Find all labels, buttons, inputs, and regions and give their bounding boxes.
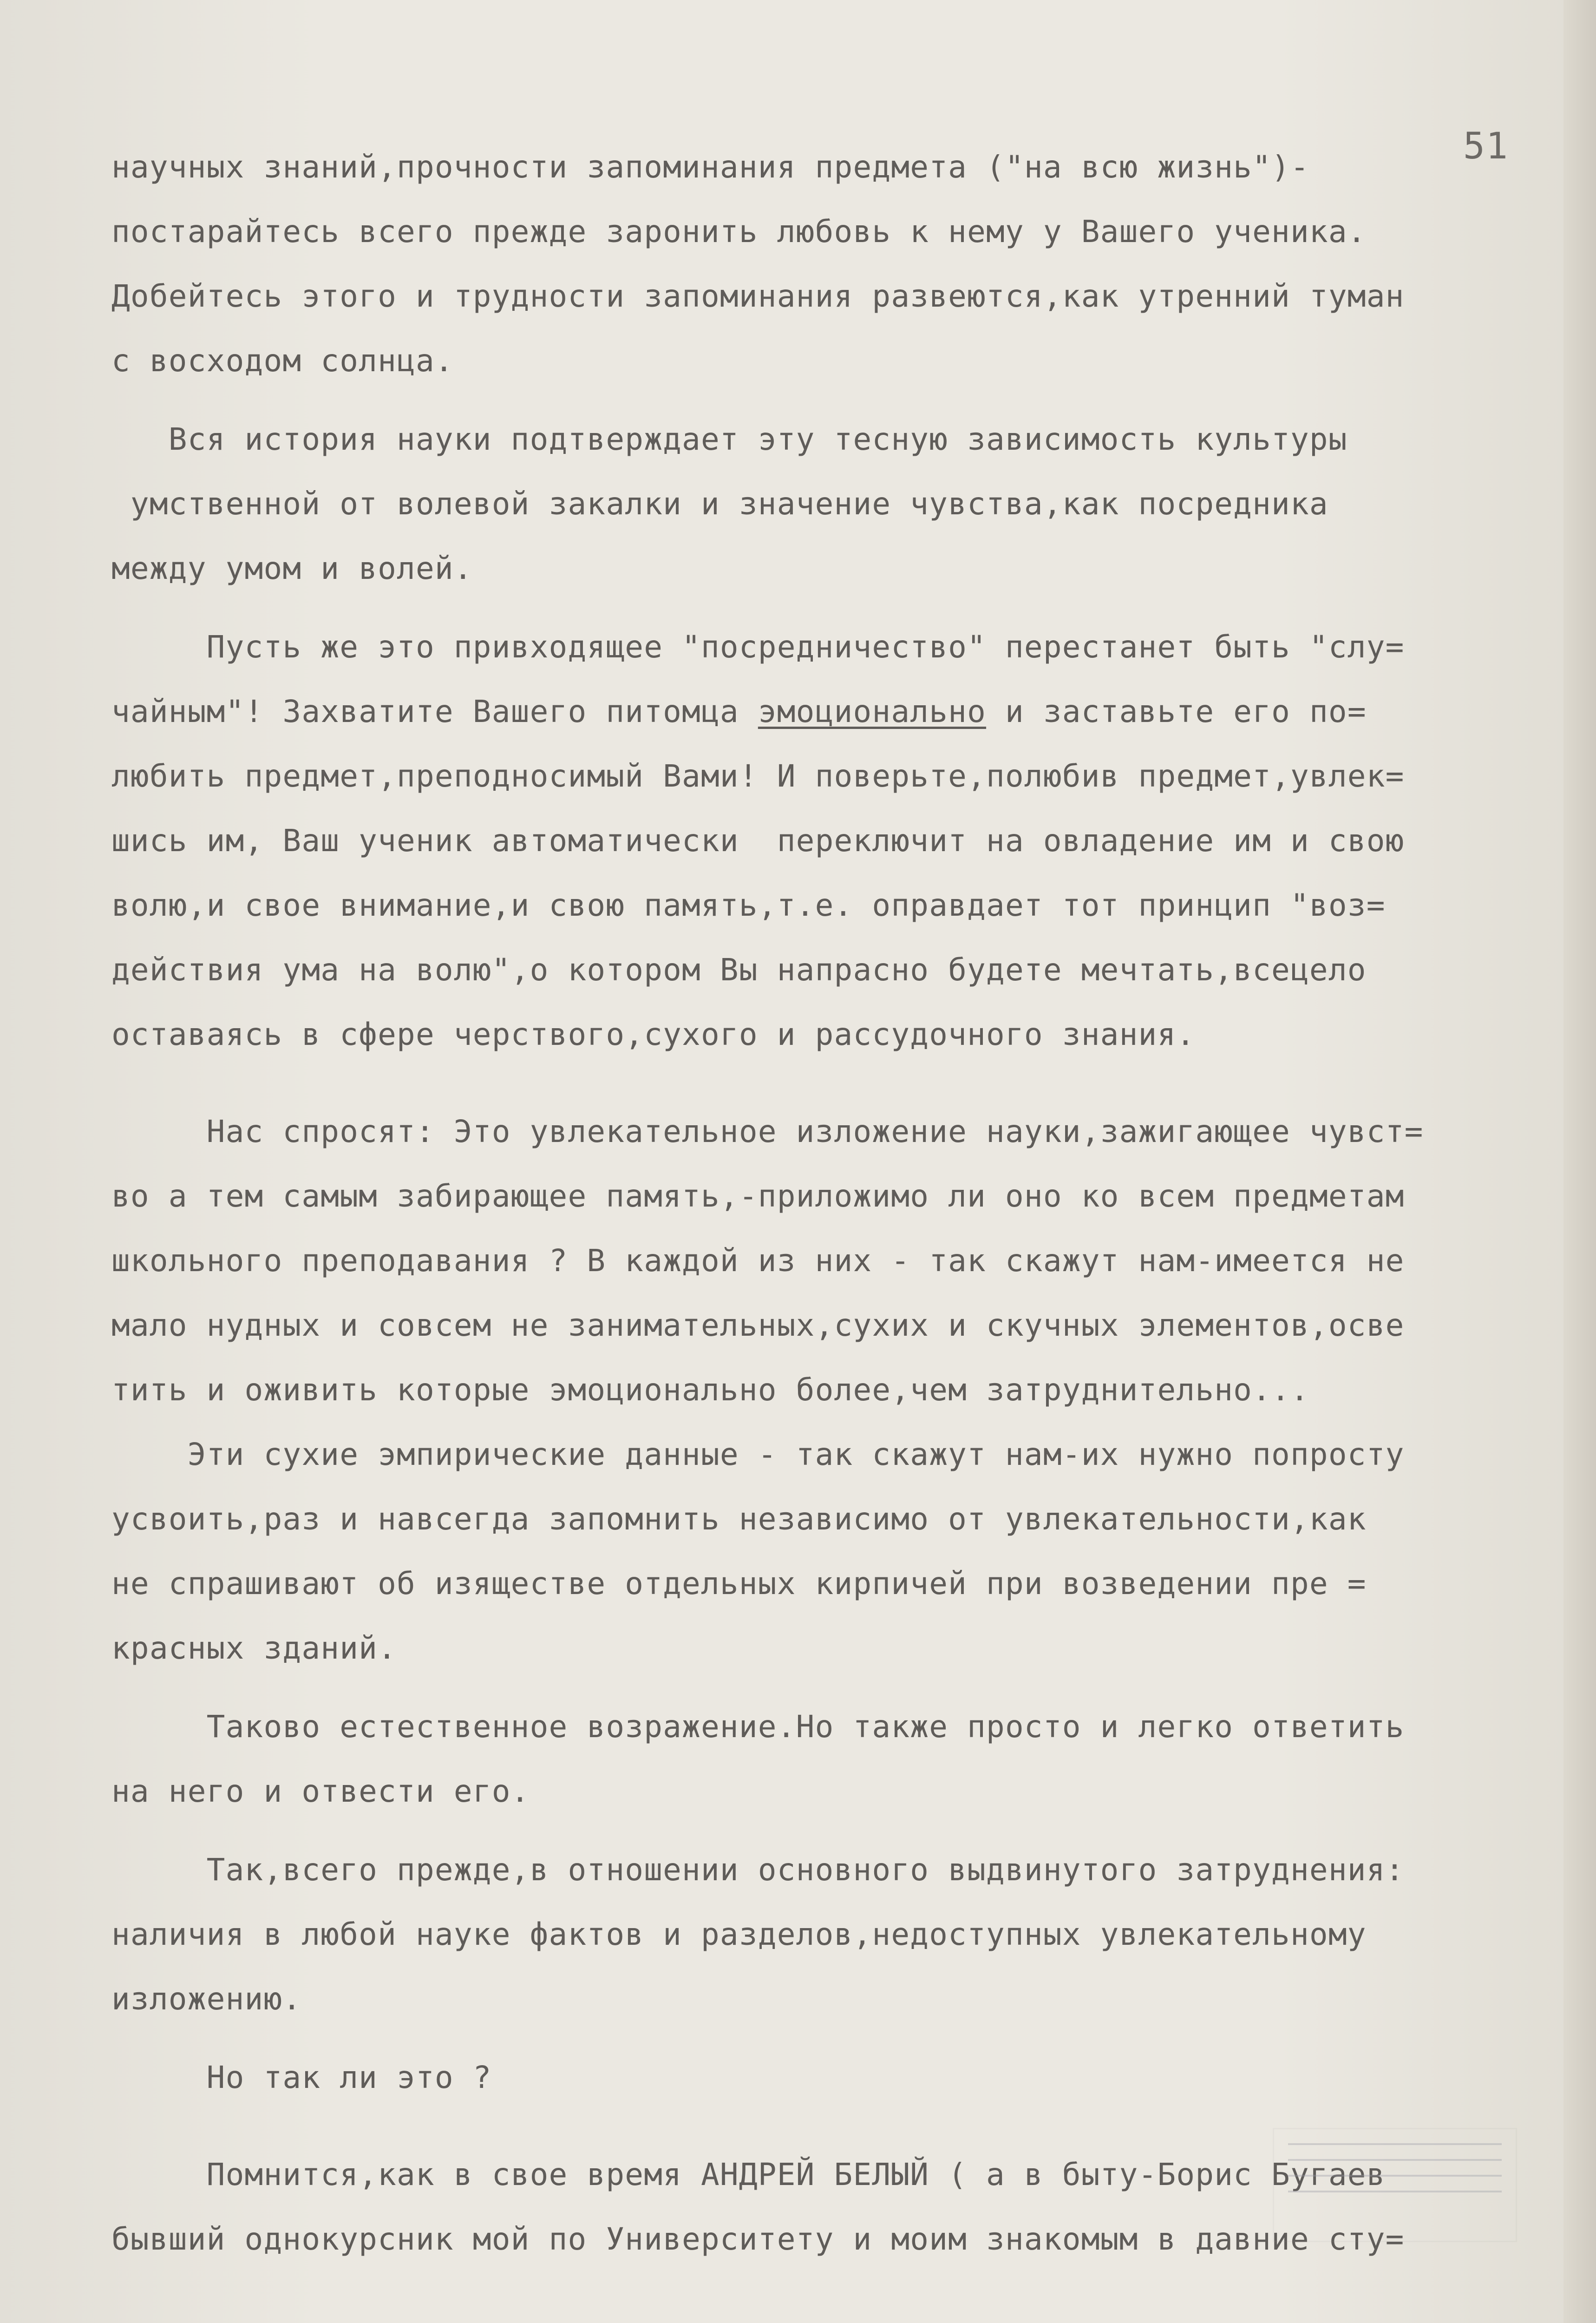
text-line: Пусть же это привходящее "посредничество" перестанет быть "слу= [111,629,1405,665]
text-line: усвоить,раз и навсегда запомнить независимо от увлекательности,как [111,1501,1367,1537]
text-line: Эти сухие эмпирические данные - так скажут нам-их нужно попросту [111,1437,1405,1472]
underlined-word: эмоционально [758,694,987,729]
text-line: Вся история науки подтверждает эту тесную зависимость культуры [111,421,1347,457]
text-line: наличия в любой науке фактов и разделов,недоступных увлекательному [111,1916,1367,1952]
text-line: во а тем самым забирающее память,-приложимо ли оно ко всем предметам [111,1178,1405,1214]
text-line: между умом и волей. [111,551,473,586]
text-line: любить предмет,преподносимый Вами! И поверьте,полюбив предмет,увлек= [111,758,1405,794]
text-line: не спрашивают об изяществе отдельных кирпичей при возведении пре = [111,1566,1367,1601]
text-line: школьного преподавания ? В каждой из них - так скажут нам-имеется не [111,1243,1405,1279]
text-line: Добейтесь этого и трудности запоминания развеются,как утренний туман [111,278,1405,314]
page-number: 51 [1463,125,1509,167]
text-fragment: чайным"! Захватите Вашего питомца [111,694,758,729]
text-line: красных зданий. [111,1630,397,1666]
text-line: бывший однокурсник мой по Университету и моим знакомым в давние сту= [111,2221,1405,2257]
text-line: Таково естественное возражение.Но также просто и легко ответить [111,1709,1405,1745]
text-line: с восходом солнца. [111,343,454,379]
text-line: действия ума на волю",о котором Вы напрасно будете мечтать,всецело [111,952,1367,988]
text-line: шись им, Ваш ученик автоматически переключит на овладение им и свою [111,823,1405,859]
text-line: Помнится,как в свое время АНДРЕЙ БЕЛЫЙ ( а в быту-Борис Бугаев [111,2157,1386,2192]
text-line: постарайтесь всего прежде заронить любовь к нему у Вашего ученика. [111,214,1367,249]
text-line: изложению. [111,1981,302,2017]
page-edge-right [1563,0,1596,2323]
text-line: Но так ли это ? [111,2060,492,2095]
text-fragment: и заставьте его по= [986,694,1367,729]
body-text [111,135,1524,2271]
text-line: Так,всего прежде,в отношении основного выдвинутого затруднения: [111,1852,1405,1888]
faded-stamp [1273,2128,1517,2242]
text-line: оставаясь в сфере черствого,сухого и рассудочного знания. [111,1017,1196,1052]
text-line [111,679,1524,744]
text-line: научных знаний,прочности запоминания предмета ("на всю жизнь")- [111,149,1309,185]
text-line: тить и оживить которые эмоционально более,чем затруднительно... [111,1372,1309,1408]
text-line: мало нудных и совсем не занимательных,сухих и скучных элементов,осве [111,1307,1405,1343]
text-line: волю,и свое внимание,и свою память,т.е. оправдает тот принцип "воз= [111,887,1386,923]
text-line: умственной от волевой закалки и значение чувства,как посредника [111,486,1328,522]
text-line: Нас спросят: Это увлекательное изложение науки,зажигающее чувст= [111,1114,1424,1149]
text-line: на него и отвести его. [111,1773,530,1809]
